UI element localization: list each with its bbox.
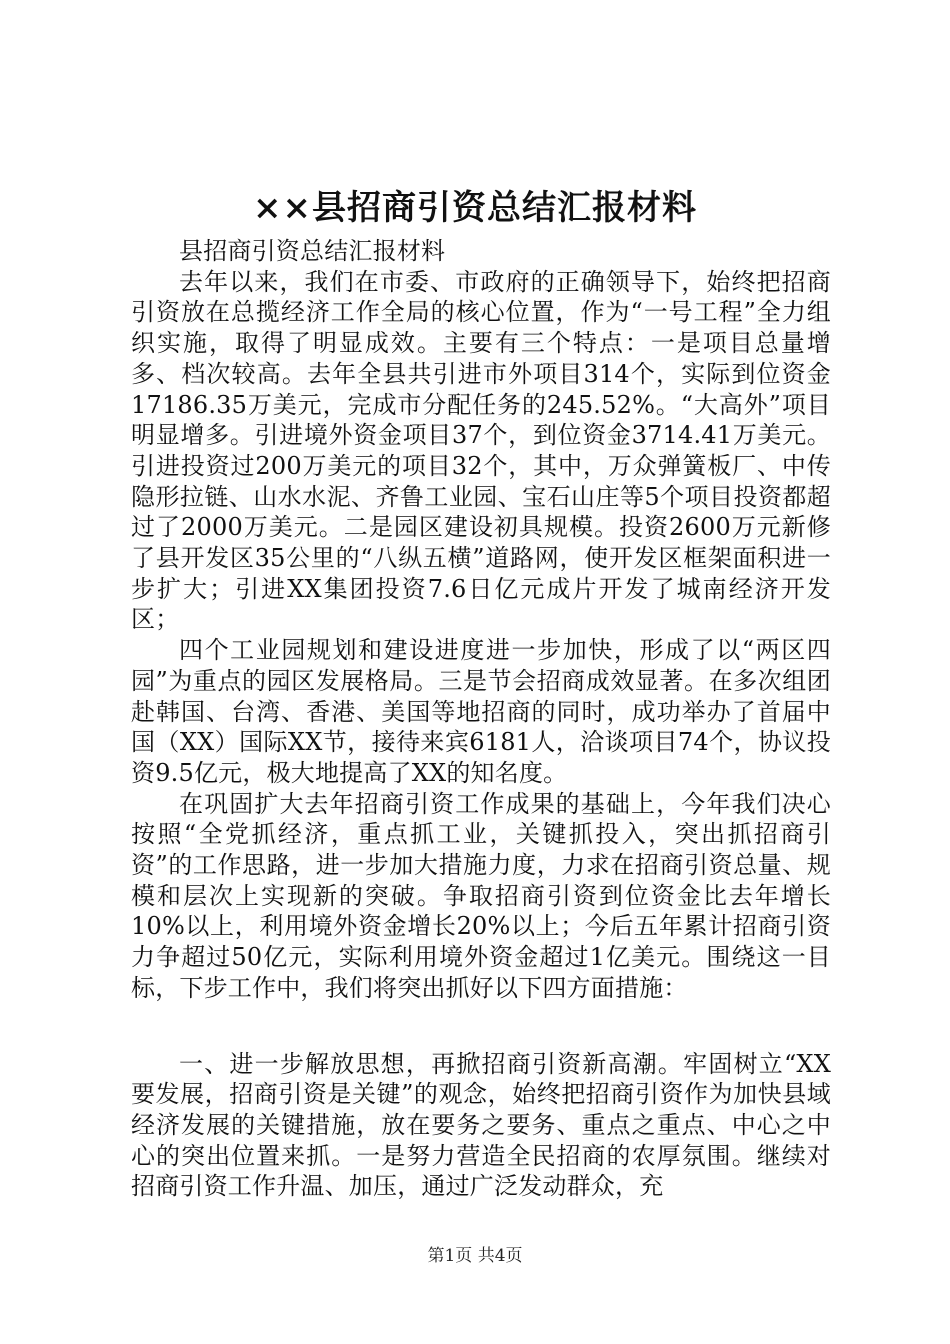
page-number-footer: 第1页 共4页 bbox=[427, 1246, 523, 1266]
document-title: ××县招商引资总结汇报材料 bbox=[253, 188, 697, 228]
paragraph-1: 去年以来，我们在市委、市政府的正确领导下，始终把招商引资放在总揽经济工作全局的核心位置，作为“一号工程”全力组织实施，取得了明显成效。主要有三个特点：一是项目总量增多、档次较高。去年全县共引进市外项目314个，实际到位资金17186.35万美元，完成市分配任务的245.52%。“大高外”项目明显增多。引进境外资金项目37个，到位资金3714.41万美元。引进投资过200万美元的项目32个，其中，万众弹簧板厂、中传隐形拉链、山水水泥、齐鲁工业园、宝石山庄等5个项目投资都超过了2000万美元。二是园区建设初具规模。投资2600万元新修了县开发区35公里的“八纵五横”道路网，使开发区框架面积进一步扩大；引进XX集团投资7.6日亿元成片开发了城南经济开发区； bbox=[131, 267, 831, 634]
paragraph-spacer bbox=[131, 1004, 831, 1049]
paragraph-4: 一、进一步解放思想，再掀招商引资新高潮。牢固树立“XX要发展，招商引资是关键”的观念，始终把招商引资作为加快县域经济发展的关键措施，放在要务之要务、重点之重点、中心之中心的突出位置来抓。一是努力营造全民招商的农厚氛围。继续对招商引资工作升温、加压，通过广泛发动群众，充 bbox=[131, 1049, 831, 1201]
paragraph-2: 四个工业园规划和建设进度进一步加快，形成了以“两区四园”为重点的园区发展格局。三是节会招商成效显著。在多次组团赴韩国、台湾、香港、美国等地招商的同时，成功举办了首届中国（XX）国际XX节，接待来宾6181人，洽谈项目74个，协议投资9.5亿元，极大地提高了XX的知名度。 bbox=[131, 636, 831, 787]
paragraph-3: 在巩固扩大去年招商引资工作成果的基础上，今年我们决心按照“全党抓经济，重点抓工业，关键抓投入，突出抓招商引资”的工作思路，进一步加大措施力度，力求在招商引资总量、规模和层次上实现新的突破。争取招商引资到位资金比去年增长10%以上，利用境外资金增长20%以上；今后五年累计招商引资力争超过50亿元，实际利用境外资金超过1亿美元。围绕这一目标，下步工作中，我们将突出抓好以下四方面措施： bbox=[131, 789, 831, 1002]
document-subtitle: 县招商引资总结汇报材料 bbox=[179, 237, 446, 265]
document-body bbox=[131, 236, 831, 1202]
